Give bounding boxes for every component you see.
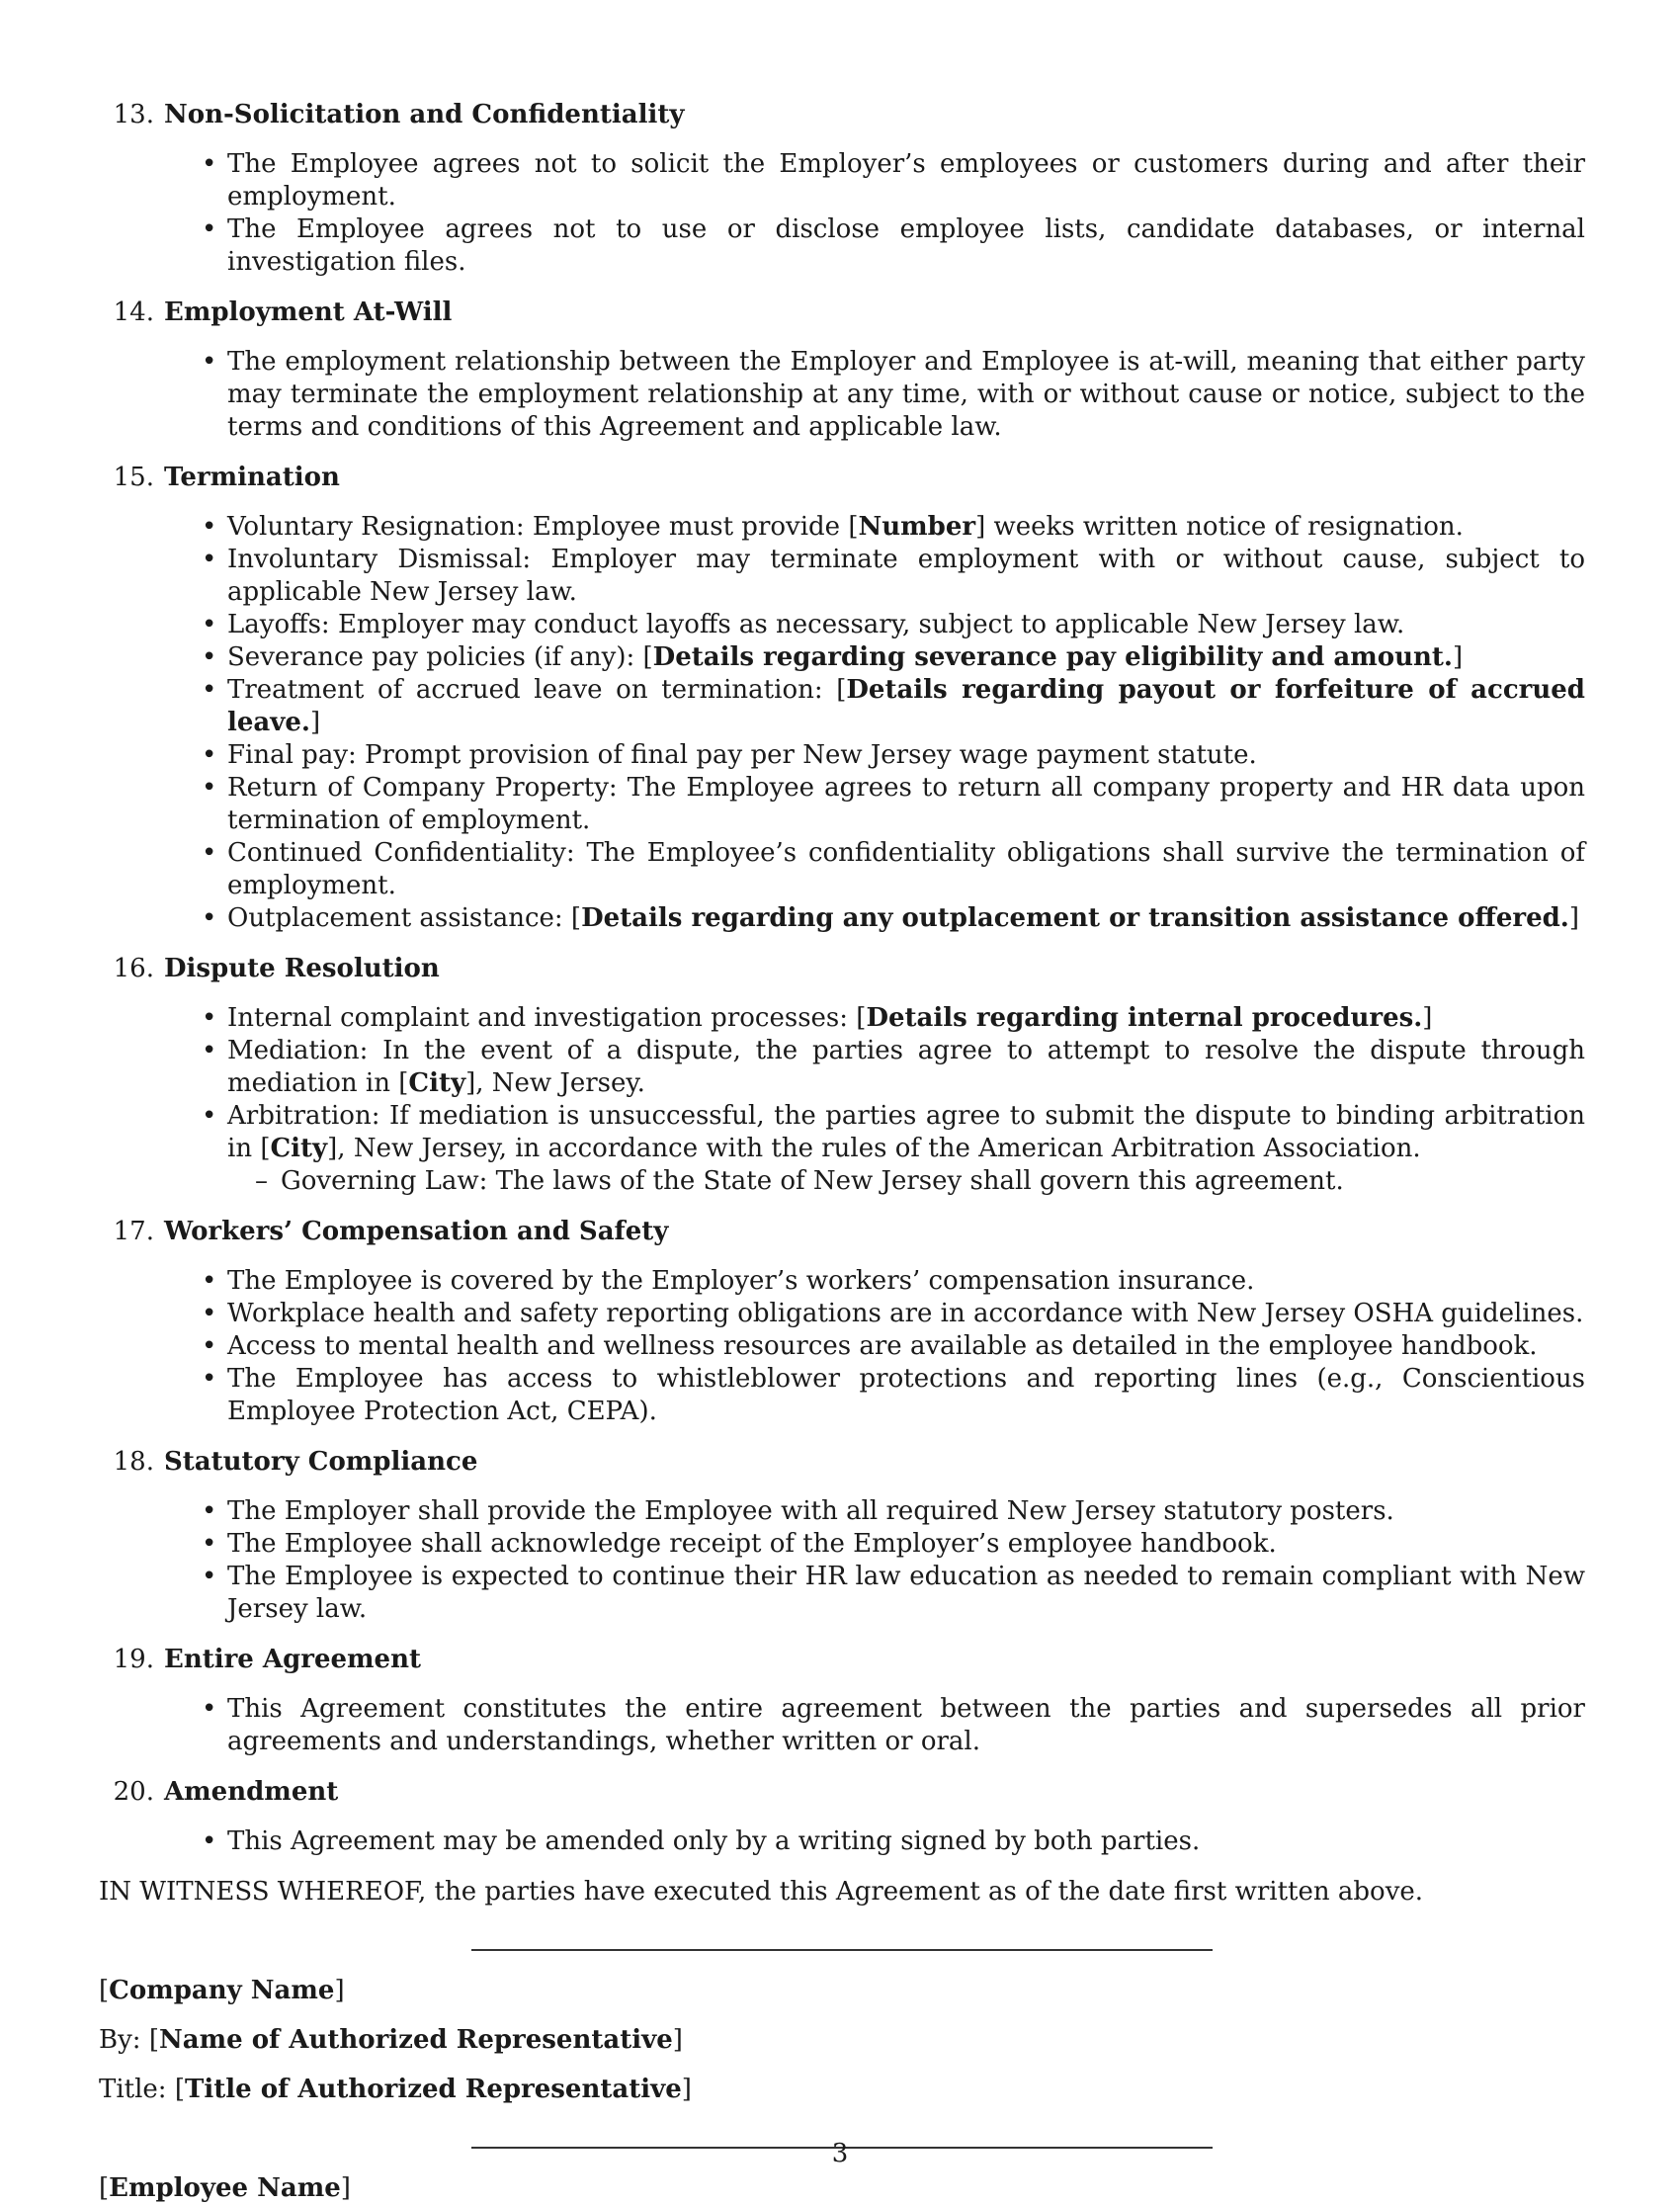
placeholder-field: Details regarding payout or forfeiture of accrued leave. bbox=[227, 675, 1585, 737]
item-text: Internal complaint and investigation processes: [ bbox=[227, 1003, 867, 1033]
company-name-line: [Company Name] bbox=[99, 1976, 345, 2005]
bullet-list bbox=[99, 1495, 1585, 1626]
list-item: • The Employee agrees not to solicit the Employer’s employees or customers during and after their employment. bbox=[227, 148, 1585, 213]
witness-clause: IN WITNESS WHEREOF, the parties have executed this Agreement as of the date first written above. bbox=[99, 1877, 1424, 1907]
placeholder-field: City bbox=[408, 1068, 466, 1098]
placeholder-field: Details regarding severance pay eligibility and amount. bbox=[652, 642, 1453, 672]
bullet-list bbox=[99, 148, 1585, 279]
representative-name-placeholder: Name of Authorized Representative bbox=[158, 2025, 673, 2055]
list-item: • The Employee is covered by the Employer’s workers’ compensation insurance. bbox=[227, 1265, 1585, 1298]
section-title: Workers’ Compensation and Safety bbox=[164, 1217, 669, 1246]
section-title: Amendment bbox=[164, 1777, 339, 1807]
by-label: By: bbox=[99, 2025, 149, 2055]
section-heading bbox=[99, 1446, 1585, 1479]
document-body bbox=[99, 99, 1585, 2205]
section-heading bbox=[99, 297, 1585, 329]
employee-name-line: [Employee Name] bbox=[99, 2173, 351, 2203]
section-15 bbox=[99, 462, 1585, 935]
list-item: • Return of Company Property: The Employee agrees to return all company property and HR data upon termination of employment. bbox=[227, 772, 1585, 837]
section-18 bbox=[99, 1446, 1585, 1626]
section-14 bbox=[99, 297, 1585, 444]
item-text: ] bbox=[1422, 1003, 1433, 1033]
item-text: ] bbox=[1452, 642, 1464, 672]
sub-list-item: – Governing Law: The laws of the State of New Jersey shall govern this agreement. bbox=[281, 1165, 1585, 1198]
section-title: Non-Solicitation and Confidentiality bbox=[164, 100, 685, 129]
item-text: Arbitration: If mediation is unsuccessful, the parties agree to submit the dispute to binding arbitration in [ bbox=[227, 1101, 1585, 1163]
section-title: Employment At-Will bbox=[164, 297, 453, 327]
list-item bbox=[227, 674, 1585, 739]
signature-line-company bbox=[471, 1949, 1213, 1951]
placeholder-field: Details regarding internal procedures. bbox=[866, 1003, 1423, 1033]
company-signature-block bbox=[99, 1975, 1585, 2106]
section-title: Termination bbox=[164, 463, 340, 492]
placeholder-field: Details regarding any outplacement or transition assistance offered. bbox=[581, 903, 1569, 933]
item-text: ], New Jersey. bbox=[465, 1068, 645, 1098]
list-item: • The Employee agrees not to use or disclose employee lists, candidate databases, or internal investigation files. bbox=[227, 213, 1585, 279]
item-text: ] bbox=[1568, 903, 1580, 933]
list-item: • Layoffs: Employer may conduct layoffs as necessary, subject to applicable New Jersey law. bbox=[227, 609, 1585, 641]
section-16 bbox=[99, 953, 1585, 1198]
list-item bbox=[227, 1035, 1585, 1100]
list-item bbox=[227, 641, 1585, 674]
section-heading bbox=[99, 462, 1585, 494]
placeholder-field: Number bbox=[858, 512, 976, 542]
list-item: • Access to mental health and wellness resources are available as detailed in the employee handbook. bbox=[227, 1330, 1585, 1363]
section-number: 17. bbox=[113, 1217, 154, 1246]
section-number: 19. bbox=[113, 1645, 154, 1674]
item-text: ] weeks written notice of resignation. bbox=[975, 512, 1464, 542]
page-number: 3 bbox=[831, 2139, 849, 2168]
section-number: 18. bbox=[113, 1447, 154, 1477]
list-item: • The Employee is expected to continue their HR law education as needed to remain compliant with New Jersey law. bbox=[227, 1561, 1585, 1626]
title-line: Title: [Title of Authorized Representative] bbox=[99, 2075, 692, 2104]
list-item: • Continued Confidentiality: The Employee’s confidentiality obligations shall survive the termination of employment. bbox=[227, 837, 1585, 902]
section-heading bbox=[99, 1644, 1585, 1676]
employee-signature-block bbox=[99, 2172, 1585, 2205]
bullet-list bbox=[99, 1265, 1585, 1428]
employee-name-placeholder: Employee Name bbox=[109, 2173, 341, 2203]
section-title: Dispute Resolution bbox=[164, 954, 440, 983]
placeholder-field: City bbox=[270, 1134, 328, 1163]
section-heading bbox=[99, 953, 1585, 985]
list-item bbox=[227, 1100, 1585, 1198]
section-number: 15. bbox=[113, 463, 154, 492]
section-19 bbox=[99, 1644, 1585, 1758]
section-number: 20. bbox=[113, 1777, 154, 1807]
item-text: Voluntary Resignation: Employee must provide [ bbox=[227, 512, 859, 542]
item-text: Severance pay policies (if any): [ bbox=[227, 642, 653, 672]
section-number: 14. bbox=[113, 297, 154, 327]
list-item: • The Employer shall provide the Employee with all required New Jersey statutory posters. bbox=[227, 1495, 1585, 1528]
section-title: Statutory Compliance bbox=[164, 1447, 478, 1477]
by-line: By: [Name of Authorized Representative] bbox=[99, 2025, 683, 2055]
company-name-placeholder: Company Name bbox=[109, 1976, 335, 2005]
item-text: Mediation: In the event of a dispute, the parties agree to attempt to resolve the dispute through mediation in [ bbox=[227, 1036, 1585, 1098]
list-item: • This Agreement may be amended only by a writing signed by both parties. bbox=[227, 1825, 1585, 1858]
bullet-list bbox=[99, 1825, 1585, 1858]
bullet-list bbox=[99, 1693, 1585, 1758]
section-heading bbox=[99, 1216, 1585, 1248]
list-item: • The employment relationship between the Employer and Employee is at-will, meaning that either party may terminate the employment relationship at any time, with or without cause or notice, subject to the terms and conditions of this Agreement and applicable law. bbox=[227, 346, 1585, 444]
section-heading bbox=[99, 1776, 1585, 1809]
representative-title-placeholder: Title of Authorized Representative bbox=[185, 2075, 682, 2104]
list-item: • Involuntary Dismissal: Employer may terminate employment with or without cause, subject to applicable New Jersey law. bbox=[227, 544, 1585, 609]
list-item: • Final pay: Prompt provision of final pay per New Jersey wage payment statute. bbox=[227, 739, 1585, 772]
section-number: 16. bbox=[113, 954, 154, 983]
section-heading bbox=[99, 99, 1585, 131]
sub-list bbox=[227, 1165, 1585, 1198]
item-text: ] bbox=[309, 708, 321, 737]
bullet-list bbox=[99, 1002, 1585, 1198]
list-item bbox=[227, 511, 1585, 544]
section-title: Entire Agreement bbox=[164, 1645, 421, 1674]
section-17 bbox=[99, 1216, 1585, 1428]
list-item: • Workplace health and safety reporting obligations are in accordance with New Jersey OSHA guidelines. bbox=[227, 1298, 1585, 1330]
list-item: • The Employee shall acknowledge receipt of the Employer’s employee handbook. bbox=[227, 1528, 1585, 1561]
section-13 bbox=[99, 99, 1585, 279]
list-item bbox=[227, 902, 1585, 935]
bullet-list bbox=[99, 511, 1585, 935]
section-20 bbox=[99, 1776, 1585, 1858]
item-text: ], New Jersey, in accordance with the rules of the American Arbitration Association. bbox=[327, 1134, 1421, 1163]
section-number: 13. bbox=[113, 100, 154, 129]
list-item: • This Agreement constitutes the entire agreement between the parties and supersedes all prior agreements and understandings, whether written or oral. bbox=[227, 1693, 1585, 1758]
item-text: Outplacement assistance: [ bbox=[227, 903, 582, 933]
item-text: Treatment of accrued leave on termination: [ bbox=[227, 675, 847, 705]
list-item: • The Employee has access to whistleblower protections and reporting lines (e.g., Conscientious Employee Protection Act, CEPA). bbox=[227, 1363, 1585, 1428]
bullet-list bbox=[99, 346, 1585, 444]
title-label: Title: bbox=[99, 2075, 175, 2104]
list-item bbox=[227, 1002, 1585, 1035]
